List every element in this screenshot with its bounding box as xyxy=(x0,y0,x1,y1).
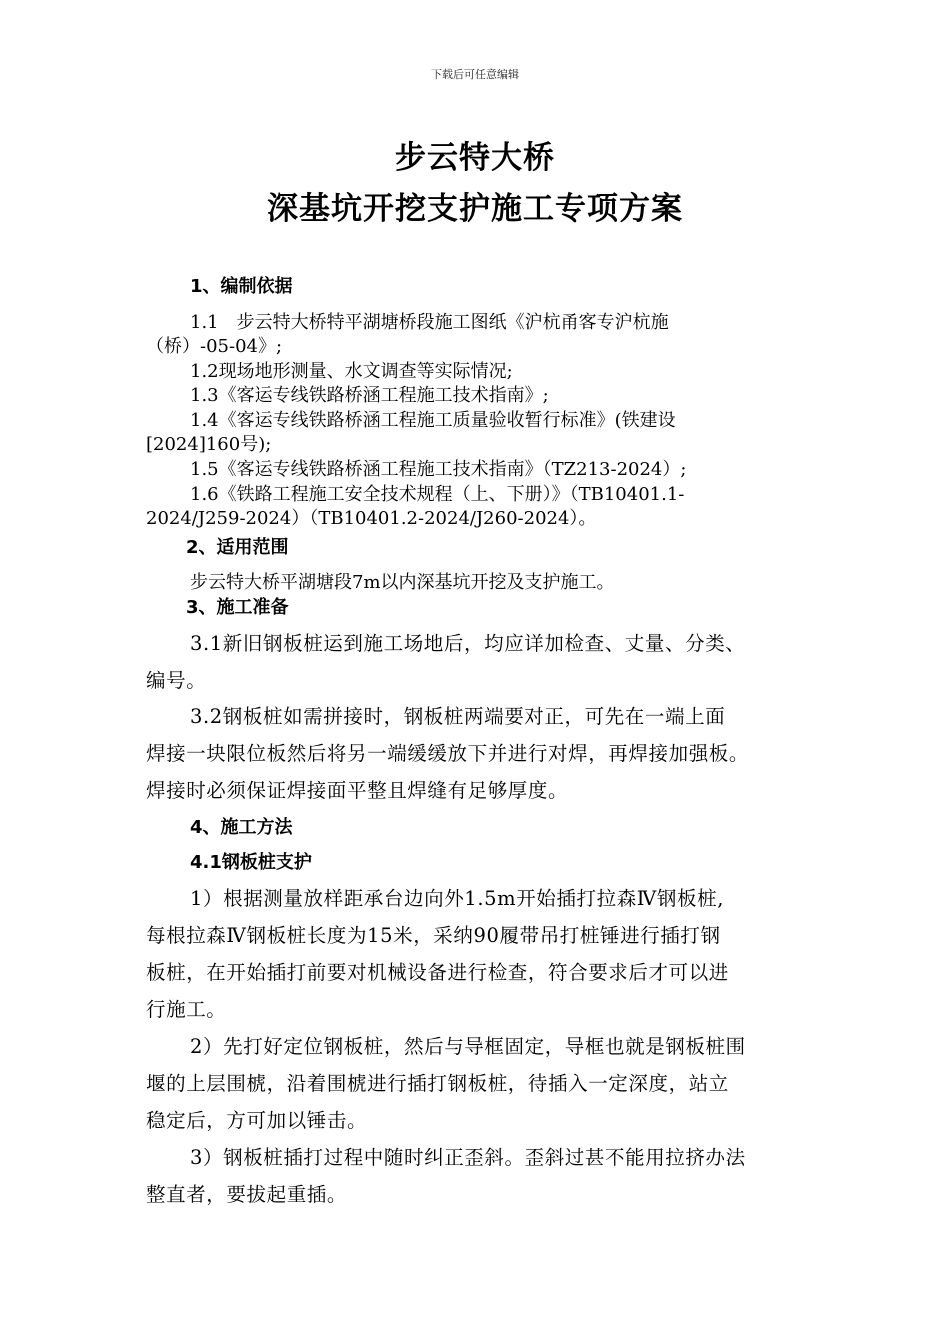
body-line: 3.2钢板桩如需拼接时，钢板桩两端要对正，可先在一端上面 xyxy=(190,705,726,728)
section-heading-3: 3、施工准备 xyxy=(186,597,289,618)
body-line: 焊接一块限位板然后将另一端缓缓放下并进行对焊，再焊接加强板。 xyxy=(146,742,750,765)
subsection-heading-4-1: 4.1钢板桩支护 xyxy=(190,852,312,873)
body-line: 2）先打好定位钢板桩，然后与导框固定，导框也就是钢板桩围 xyxy=(190,1035,746,1058)
page-header: 下载后可任意编辑 xyxy=(431,68,519,81)
body-line: 焊接时必须保证焊接面平整且焊缝有足够厚度。 xyxy=(146,779,569,802)
body-line: 编号。 xyxy=(146,669,207,692)
body-line: 稳定后，方可加以锤击。 xyxy=(146,1109,368,1132)
body-line: 2024/J259-2024）（TB10401.2-2024/J260-2024）。 xyxy=(146,508,597,529)
body-line: 步云特大桥平湖塘段7m以内深基坑开挖及支护施工。 xyxy=(190,572,615,593)
body-line: 1.1 步云特大桥特平湖塘桥段施工图纸《沪杭甬客专沪杭施 xyxy=(190,312,669,333)
document-title-line-1: 步云特大桥 xyxy=(395,140,555,176)
body-line: 1）根据测量放样距承台边向外1.5m开始插打拉森Ⅳ钢板桩, xyxy=(190,887,724,910)
body-line: [2024]160号); xyxy=(146,434,272,455)
body-line: 1.5《客运专线铁路桥涵工程施工技术指南》（TZ213-2024）; xyxy=(190,459,687,480)
document-title-line-2: 深基坑开挖支护施工专项方案 xyxy=(267,191,683,227)
body-line: 1.6《铁路工程施工安全技术规程（上、下册）》（TB10401.1- xyxy=(190,484,685,505)
section-heading-2: 2、适用范围 xyxy=(186,537,289,558)
body-line: （桥）-05-04》; xyxy=(146,336,283,357)
body-line: 堰的上层围椃，沿着围椃进行插打钢板桩，待插入一定深度，站立 xyxy=(146,1072,729,1095)
body-line: 3）钢板桩插打过程中随时纠正歪斜。歪斜过甚不能用拉挤办法 xyxy=(190,1146,746,1169)
section-heading-1: 1、编制依据 xyxy=(190,276,293,297)
body-line: 行施工。 xyxy=(146,998,227,1021)
body-line: 板桩，在开始插打前要对机械设备进行检查，符合要求后才可以进 xyxy=(146,961,729,984)
body-line: 整直者，要拔起重插。 xyxy=(146,1183,348,1206)
section-heading-4: 4、施工方法 xyxy=(190,817,293,838)
body-line: 每根拉森Ⅳ钢板桩长度为15米，采纳90履带吊打桩锤进行插打钢 xyxy=(146,924,721,947)
body-line: 1.4《客运专线铁路桥涵工程施工质量验收暂行标准》(铁建设 xyxy=(190,410,676,431)
body-line: 1.2现场地形测量、水文调查等实际情况; xyxy=(190,361,513,382)
body-line: 1.3《客运专线铁路桥涵工程施工技术指南》; xyxy=(190,385,549,406)
body-line: 3.1新旧钢板桩运到施工场地后，均应详加检查、丈量、分类、 xyxy=(190,632,746,655)
